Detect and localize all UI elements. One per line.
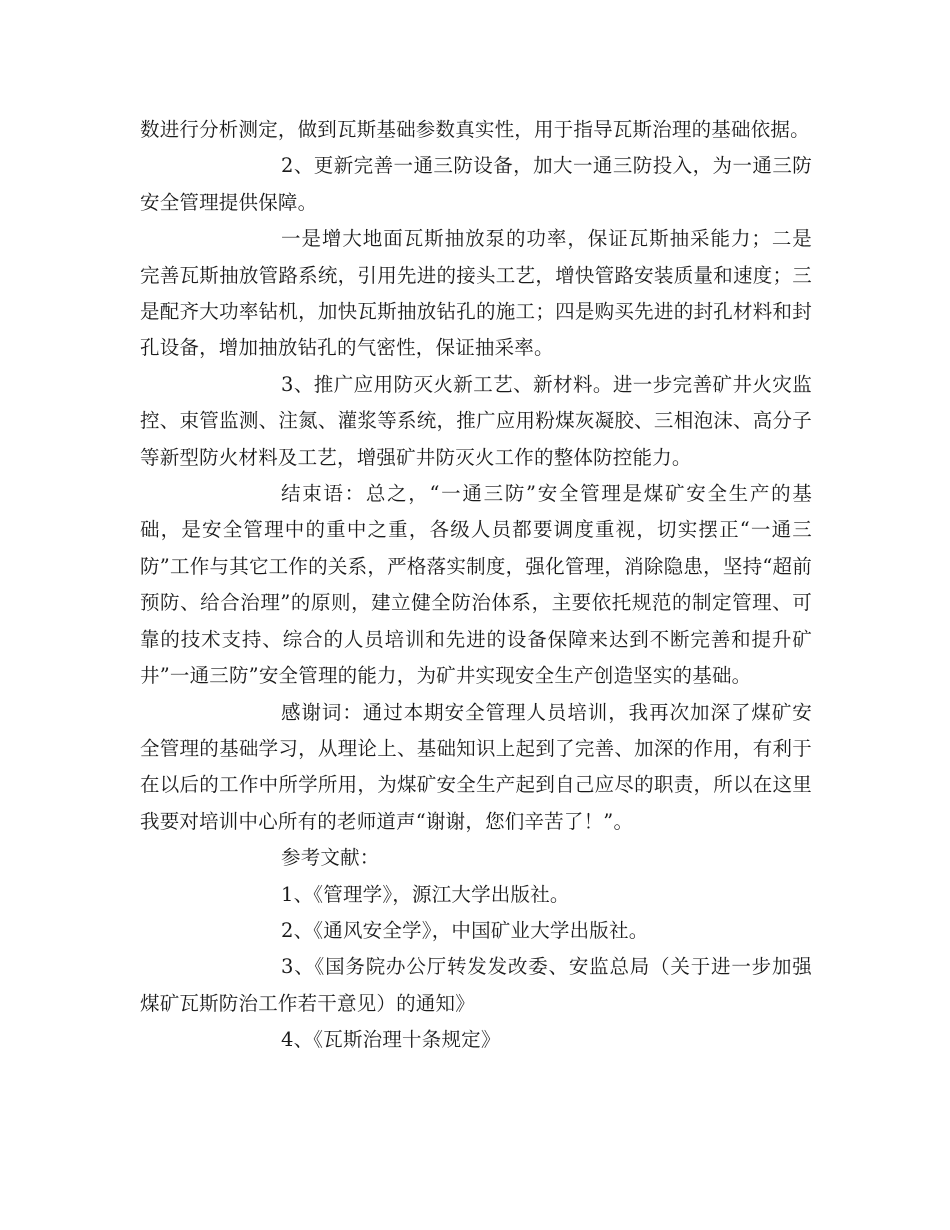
paragraph-gas-drainage-measures: 一是增大地面瓦斯抽放泵的功率，保证瓦斯抽采能力；二是完善瓦斯抽放管路系统，引用先进的接头工艺，增快管路安装质量和速度；三是配齐大功率钻机，加快瓦斯抽放钻孔的施工；四是购买先进的封孔材料和封孔设备，增加抽放钻孔的气密性，保证抽采率。 [140,227,812,360]
document-body [140,112,812,1059]
reference-item: 1、《管理学》，源江大学出版社。 [281,882,570,906]
paragraph-acknowledgement: 感谢词：通过本期安全管理人员培训，我再次加深了煤矿安全管理的基础学习，从理论上、基础知识上起到了完善、加深的作用，有利于在以后的工作中所学所用，为煤矿安全生产起到自己应尽的职责，所以在这里我要对培训中心所有的老师道声“谢谢，您们辛苦了！”。 [140,700,812,833]
paragraph-conclusion: 结束语：总之，“一通三防”安全管理是煤矿安全生产的基础，是安全管理中的重中之重，各级人员都要调度重视，切实摆正“一通三防”工作与其它工作的关系，严格落实制度，强化管理，消除隐患，坚持“超前预防、给合治理”的原则，建立健全防治体系，主要依托规范的制定管理、可靠的技术支持、综合的人员培训和先进的设备保障来达到不断完善和提升矿井”一通三防”安全管理的能力，为矿井实现安全生产创造坚实的基础。 [140,482,812,688]
reference-item: 4、《瓦斯治理十条规定》 [281,1028,501,1052]
reference-item: 3、《国务院办公厅转发发改委、安监总局（关于进一步加强煤矿瓦斯防治工作若干意见）的通知》 [140,955,812,1015]
paragraph-equipment-update: 2、更新完善一通三防设备，加大一通三防投入，为一通三防安全管理提供保障。 [140,154,812,214]
references-heading: 参考文献： [281,846,380,870]
paragraph-continuation: 数进行分析测定，做到瓦斯基础参数真实性，用于指导瓦斯治理的基础依据。 [140,118,810,141]
paragraph-fire-prevention: 3、推广应用防灭火新工艺、新材料。进一步完善矿井火灾监控、束管监测、注氮、灌浆等系统，推广应用粉煤灰凝胶、三相泡沫、高分子等新型防火材料及工艺，增强矿井防灭火工作的整体防控能力。 [140,372,812,469]
reference-item: 2、《通风安全学》，中国矿业大学出版社。 [281,918,649,942]
